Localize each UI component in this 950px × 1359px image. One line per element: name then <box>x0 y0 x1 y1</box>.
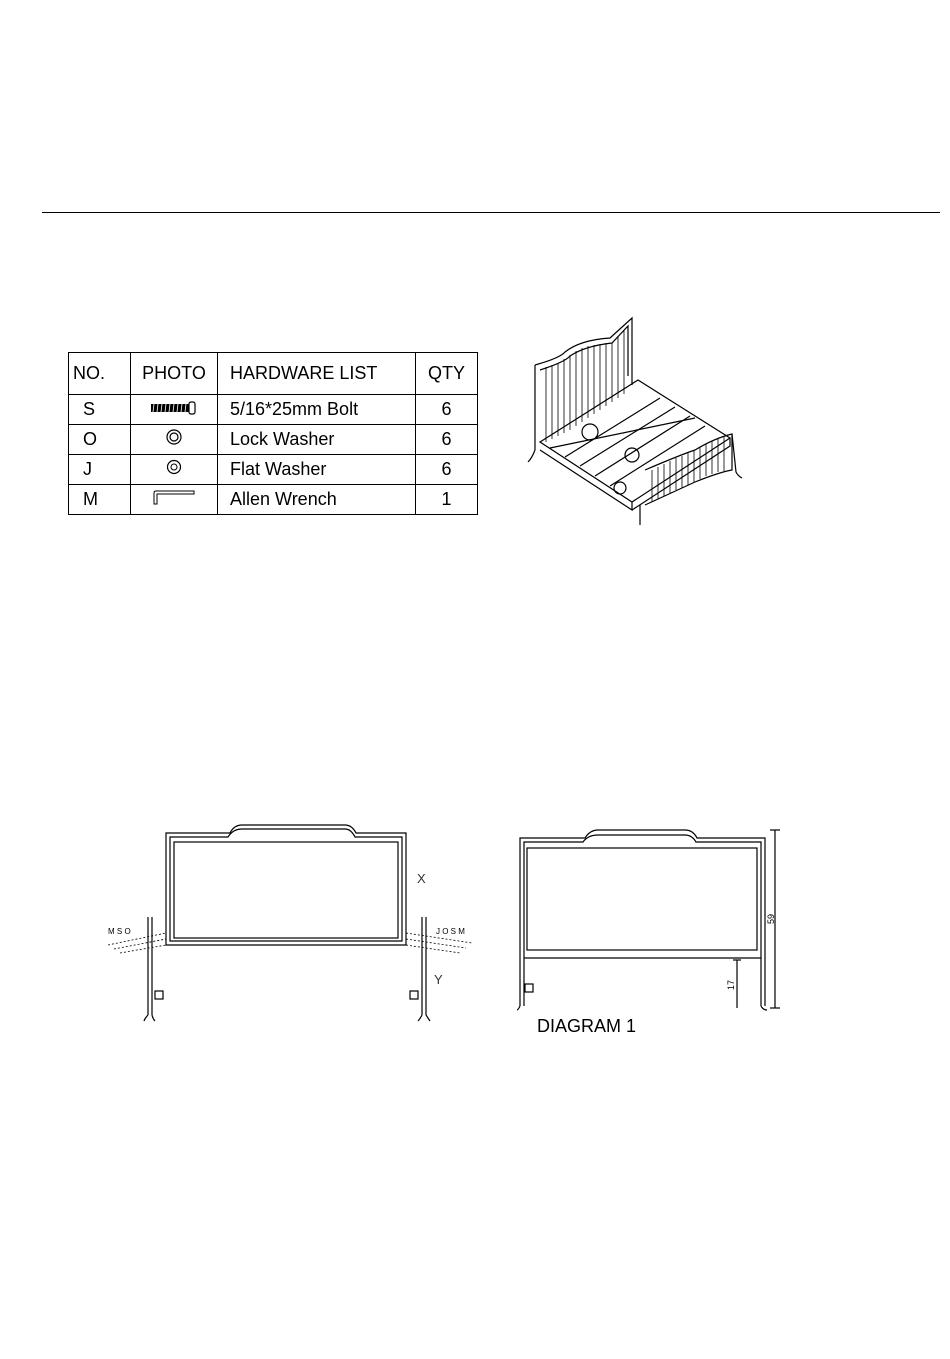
part-qty: 1 <box>416 485 478 515</box>
label-left-parts: M S O <box>108 927 131 936</box>
photo-cell <box>131 485 218 515</box>
part-name: Lock Washer <box>218 425 416 455</box>
label-x: X <box>417 871 426 886</box>
table-row <box>69 485 478 515</box>
headboard-assembly-drawing <box>100 815 480 1025</box>
bed-isometric-illustration <box>520 310 760 530</box>
col-photo-header: PHOTO <box>131 353 218 395</box>
col-qty-header: QTY <box>416 353 478 395</box>
row-no: S <box>69 395 131 425</box>
part-name: Allen Wrench <box>218 485 416 515</box>
col-no-header: NO. <box>69 353 131 395</box>
part-name: 5/16*25mm Bolt <box>218 395 416 425</box>
table-row <box>69 425 478 455</box>
hardware-table <box>68 352 478 515</box>
row-no: O <box>69 425 131 455</box>
table-header-row <box>69 353 478 395</box>
part-qty: 6 <box>416 395 478 425</box>
diagram1-headboard-elevation <box>515 822 790 1012</box>
part-name: Flat Washer <box>218 455 416 485</box>
lock-washer-icon <box>165 428 183 446</box>
label-right-parts: J O S M <box>436 927 465 936</box>
row-no: M <box>69 485 131 515</box>
allen-wrench-icon <box>151 489 197 505</box>
photo-cell <box>131 425 218 455</box>
photo-cell <box>131 395 218 425</box>
label-y: Y <box>434 972 443 987</box>
photo-cell <box>131 455 218 485</box>
part-qty: 6 <box>416 455 478 485</box>
table-row <box>69 455 478 485</box>
diagram1-label: DIAGRAM 1 <box>537 1016 637 1036</box>
bolt-icon <box>150 401 198 415</box>
header-rule <box>42 212 940 213</box>
part-qty: 6 <box>416 425 478 455</box>
row-no: J <box>69 455 131 485</box>
flat-washer-icon <box>165 458 183 476</box>
col-list-header: HARDWARE LIST <box>218 353 416 395</box>
table-row <box>69 395 478 425</box>
dim-height-label: 59 <box>766 913 777 925</box>
dim-leg-label: 17 <box>726 979 737 991</box>
